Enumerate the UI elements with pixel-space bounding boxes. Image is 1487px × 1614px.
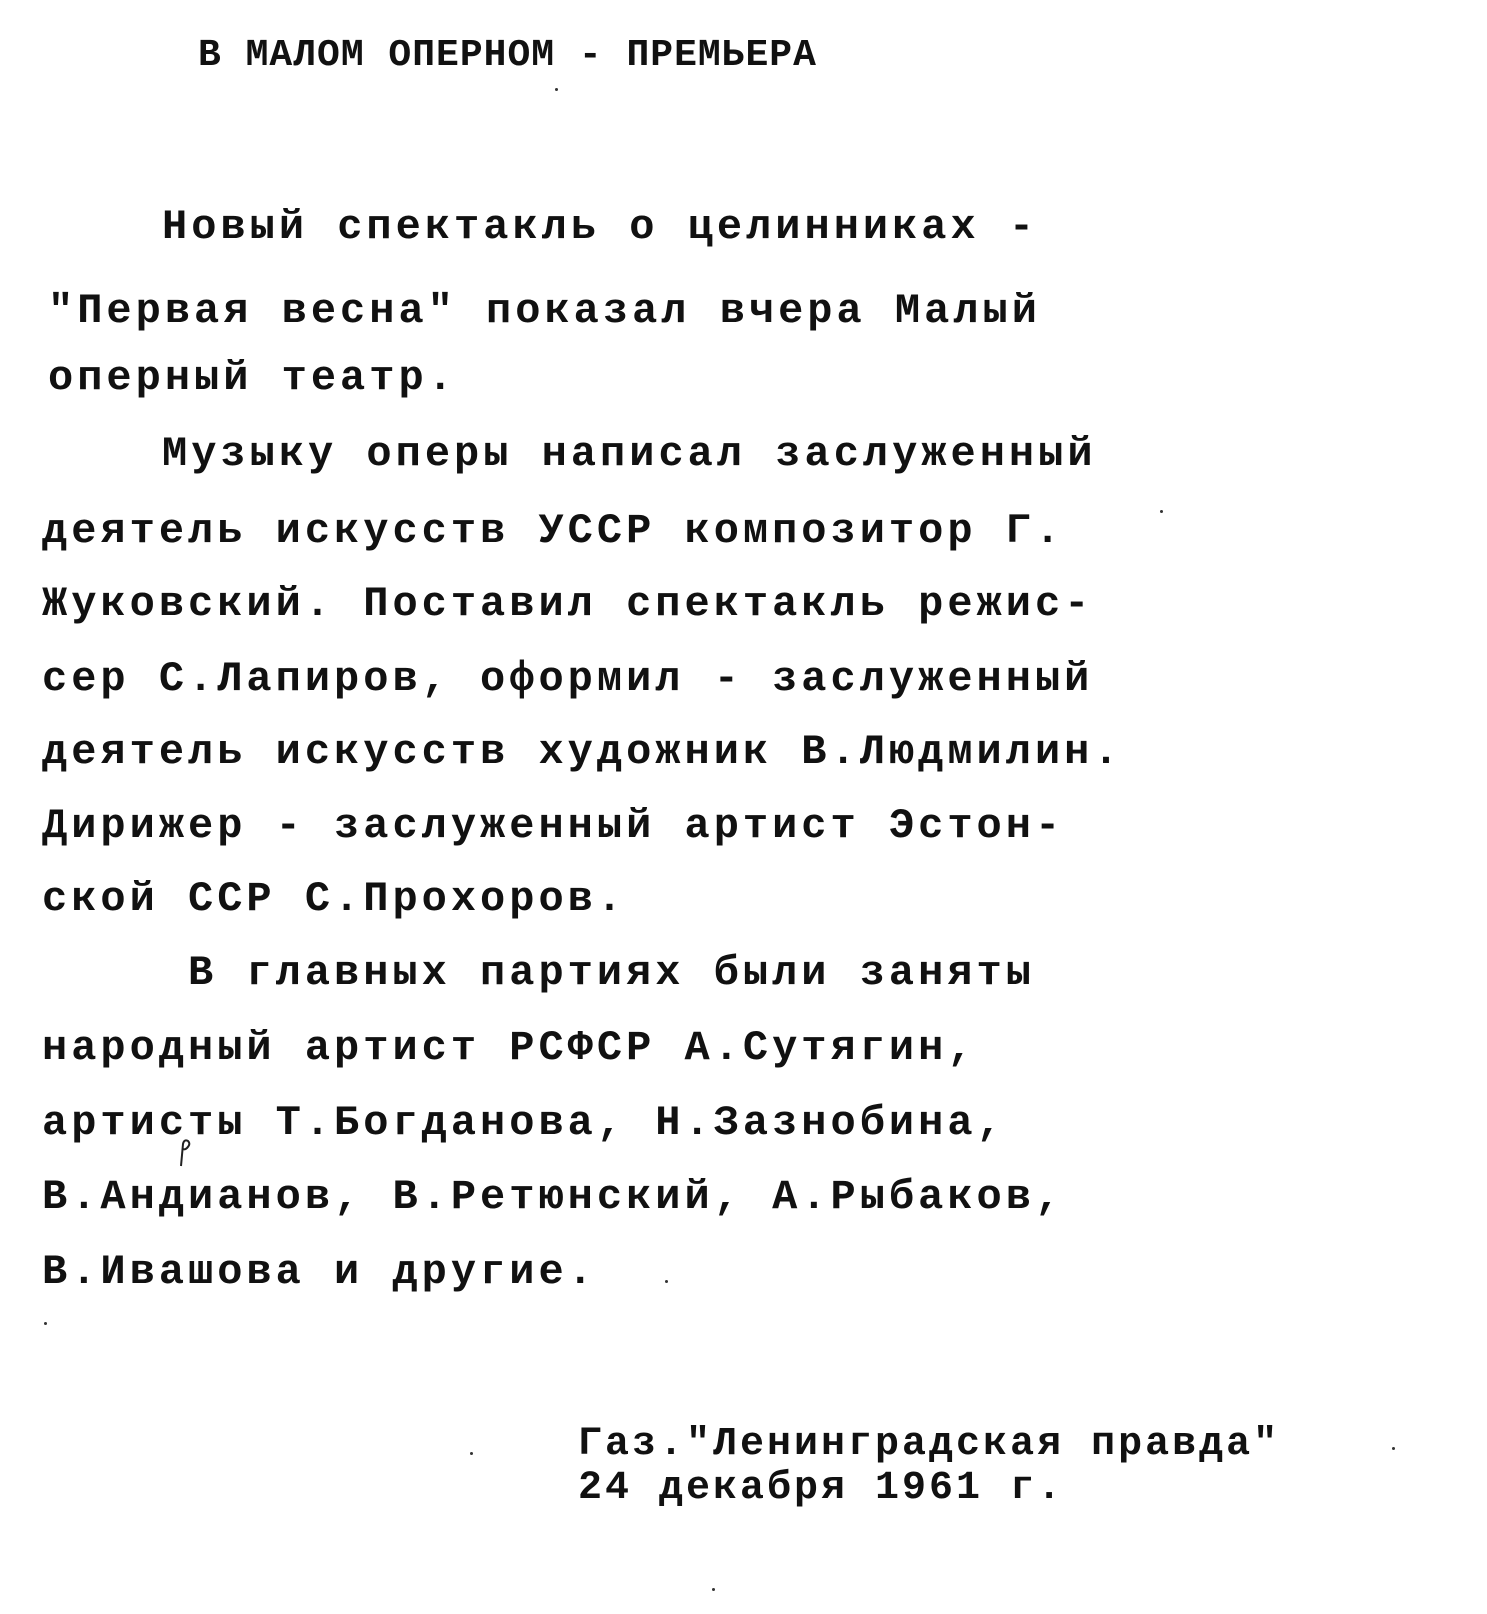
body-line: сер С.Лапиров, оформил - заслуженный: [42, 655, 1094, 703]
body-line: Музыку оперы написал заслуженный: [162, 430, 1097, 478]
body-line: артисты Т.Богданова, Н.Зазнобина,: [42, 1099, 1006, 1147]
body-line: В.Андианов, В.Ретюнский, А.Рыбаков,: [42, 1173, 1065, 1221]
body-line: ской ССР С.Прохоров.: [42, 875, 627, 923]
paper-speck: [555, 88, 558, 91]
paper-speck: [44, 1322, 47, 1325]
body-line: Жуковский. Поставил спектакль режис-: [42, 580, 1094, 628]
handwritten-correction-mark: [178, 1138, 192, 1168]
body-line: оперный театр.: [48, 354, 457, 402]
paper-speck: [665, 1280, 668, 1283]
body-line: "Первая весна" показал вчера Малый: [48, 287, 1041, 335]
body-line: В.Ивашова и другие.: [42, 1248, 597, 1296]
paper-speck: [1160, 510, 1163, 513]
body-line: В главных партиях были заняты: [188, 949, 1035, 997]
source-date: 24 декабря 1961 г.: [578, 1466, 1065, 1511]
body-line: деятель искусств художник В.Людмилин.: [42, 728, 1123, 776]
body-line: Новый спектакль о целинниках -: [162, 203, 1039, 251]
source-newspaper: Газ."Ленинградская правда": [578, 1422, 1281, 1467]
paper-speck: [712, 1588, 715, 1591]
paper-speck: [1392, 1447, 1395, 1450]
body-line: народный артист РСФСР А.Сутягин,: [42, 1024, 977, 1072]
page-title: В МАЛОМ ОПЕРНОМ - ПРЕМЬЕРА: [198, 34, 817, 77]
paper-speck: [470, 1452, 473, 1455]
body-line: деятель искусств УССР композитор Г.: [42, 507, 1065, 555]
body-line: Дирижер - заслуженный артист Эстон-: [42, 802, 1065, 850]
